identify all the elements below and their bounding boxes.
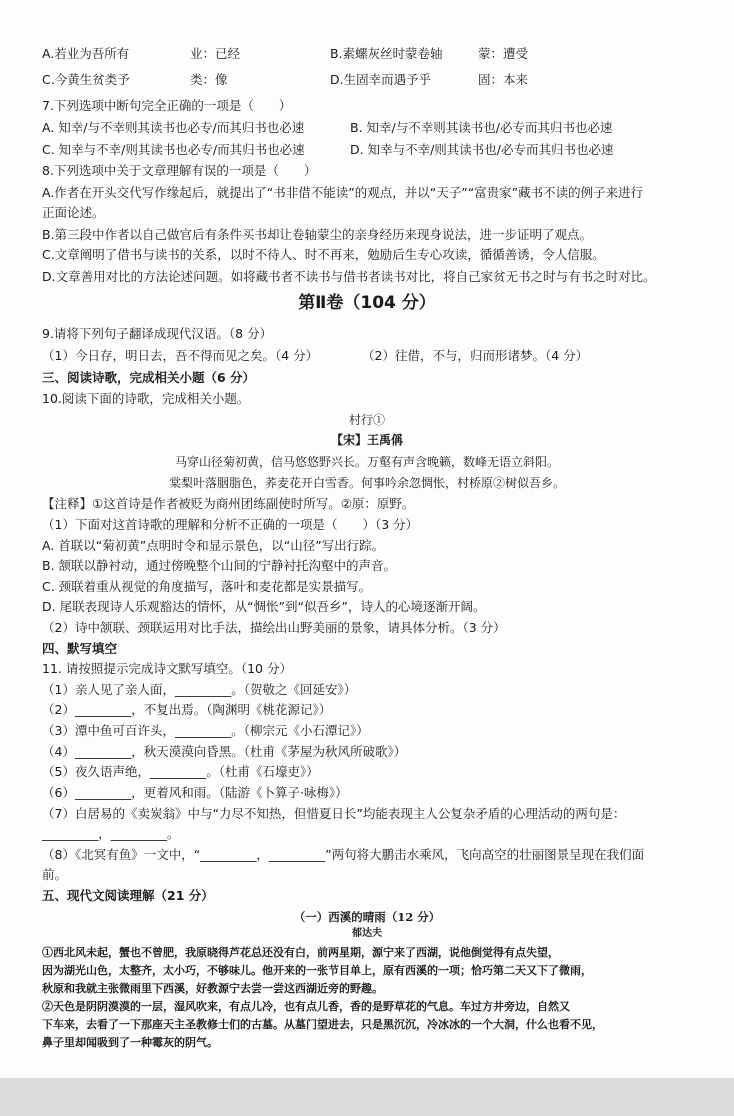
q9-sentence-2: （2）往借，不与，归而形诸梦。（4 分） [362,348,589,363]
fill-line-4: （4）_________，秋天漠漠向昏黑。（杜甫《茅屋为秋风所破歌》） [42,744,407,759]
fill-line-6: （6）_________，更着风和雨。（陆游《卜算子·咏梅》） [42,785,348,800]
q8-option-c: C.文章阐明了借书与读书的关系，以时不待人、时不再来，勉励后生专心攻读，循循善诱，令人信服。 [42,247,605,262]
essay-para-2-line-1: ②天色是阴阴漠漠的一层，湿风吹来，有点儿冷，也有点儿香，香的是野草花的气息。车过方井旁边，自然又 [42,1000,570,1013]
q6-option-d: D.生固幸而遇予乎 [330,72,432,87]
q8-option-d: D.文章善用对比的方法论述问题。如将藏书者不读书与借书者读书对比，将自己家贫无书之时与有书之时对比。 [42,269,656,284]
q7-option-d: D. 知幸与不幸/则其读书也/必专而其归书也必速 [350,142,614,157]
essay-para-2-line-2: 下车来，去看了一下那座天主圣教修士们的古墓。从墓门望进去，只是黑沉沉，冷冰冰的一个大洞，什么也看不见， [42,1018,603,1031]
q6-option-b-gloss: 蒙：遭受 [478,46,529,61]
essay-para-1-line-3: 秋原和我就主张微雨里下西溪，好教源宁去尝一尝这西湖近旁的野趣。 [42,982,383,995]
poem-line-1: 马穿山径菊初黄，信马悠悠野兴长。万壑有声含晚籁，数峰无语立斜阳。 [174,455,559,469]
q10-sub-2: （2）诗中颔联、颈联运用对比手法，描绘出山野美丽的景象，请具体分析。（3 分） [42,620,506,635]
essay-author: 郁达夫 [352,928,382,939]
q8-stem: 8.下列选项中关于文章理解有误的一项是（ ） [42,163,317,178]
q10-stem: 10.阅读下面的诗歌，完成相关小题。 [42,391,250,406]
q10-option-d: D. 尾联表现诗人乐观豁达的情怀，从“惆怅”到“似吾乡”，诗人的心境逐渐开阔。 [42,599,486,614]
q9-stem: 9.请将下列句子翻译成现代汉语。（8 分） [42,326,273,341]
part-two-title: 第Ⅱ卷（104 分） [298,293,436,313]
essay-para-1-line-1: ①西北风未起，蟹也不曾肥，我原晓得芦花总还没有白，前两星期，源宁来了西湖，说他倒觉得有点失望， [42,946,559,959]
q7-stem: 7.下列选项中断句完全正确的一项是（ ） [42,98,292,113]
essay-title: （一）西溪的晴雨（12 分） [293,910,441,924]
fill-line-3: （3）潭中鱼可百许头，_________。（柳宗元《小石潭记》） [42,723,369,738]
fill-line-8: （8）《北冥有鱼》一文中，“_________，_________”两句将大鹏击水乘风，飞向高空的壮丽图景呈现在我们面 [42,847,645,862]
q6-option-b: B.素螺灰丝时蒙卷轴 [330,46,443,61]
q6-option-a-gloss: 业：已经 [190,46,241,61]
fill-line-7-blanks: _________，_________。 [42,826,180,841]
poem-title: 村行① [348,413,385,427]
q10-option-b: B. 颔联以静衬动，通过傍晚整个山间的宁静衬托沟壑中的声音。 [42,558,397,573]
q6-option-c-gloss: 类：像 [190,72,228,87]
fill-line-2: （2）_________，不复出焉。（陶渊明《桃花源记》） [42,702,332,717]
poem-note: 【注释】①这首诗是作者被贬为商州团练副使时所写。②原：原野。 [42,496,415,511]
q7-option-b: B. 知幸/与不幸则其读书也/必专而其归书也必速 [350,120,613,135]
poem-line-2: 棠梨叶落胭脂色，荞麦花开白雪香。何事吟余忽惆怅，村桥原②树似吾乡。 [168,476,565,490]
q10-option-a: A. 首联以“菊初黄”点明时令和显示景色，以“山径”写出行踪。 [42,538,385,553]
q10-sub-1: （1）下面对这首诗歌的理解和分析不正确的一项是（ ）（3 分） [42,517,419,532]
poem-author: 【宋】王禹偁 [330,433,403,447]
section-4-heading: 四、默写填空 [42,641,118,656]
fill-line-1: （1）亲人见了亲人面，_________。（贺敬之《回延安》） [42,682,357,697]
fill-line-5: （5）夜久语声绝，_________。（杜甫《石壕吏》） [42,764,319,779]
section-3-heading: 三、阅读诗歌，完成相关小题（6 分） [42,370,256,385]
q7-option-c: C. 知幸与不幸/则其读书也必专/而其归书也必速 [42,142,305,157]
q8-option-b: B.第三段中作者以自己做官后有条件买书却让卷轴蒙尘的亲身经历来现身说法，进一步证明了观点。 [42,227,593,242]
section-5-heading: 五、现代文阅读理解（21 分） [42,888,214,903]
fill-line-8-cont: 前。 [42,867,68,882]
q9-sentence-1: （1）今日存，明日去，吾不得而见之矣。（4 分） [42,348,319,363]
q8-option-a: A.作者在开头交代写作缘起后，就提出了“书非借不能读”的观点，并以“天子”“富贵家”藏书不读的例子来进行 [42,185,644,200]
essay-para-2-line-3: 鼻子里却闻吸到了一种霉灰的阴气。 [42,1036,218,1049]
q6-option-a: A.若业为吾所有 [42,46,130,61]
fill-line-7: （7）白居易的《卖炭翁》中与“力尽不知热，但惜夏日长”均能表现主人公复杂矛盾的心理活动的两句是： [42,806,626,821]
q8-option-a-cont: 正面论述。 [42,205,105,220]
q11-stem: 11. 请按照提示完成诗文默写填空。（10 分） [42,661,292,676]
q7-option-a: A. 知幸/与不幸则其读书也必专/而其归书也必速 [42,120,305,135]
scan-bottom-margin [0,1078,734,1116]
essay-para-1-line-2: 因为湖光山色，太整齐，太小巧，不够味儿。他开来的一张节目单上，原有西溪的一项；恰巧第二天又下了微雨， [42,964,592,977]
q10-option-c: C. 颈联着重从视觉的角度描写，落叶和麦花都是实景描写。 [42,579,372,594]
q6-option-c: C.今黄生贫类予 [42,72,130,87]
q6-option-d-gloss: 固：本来 [478,72,529,87]
